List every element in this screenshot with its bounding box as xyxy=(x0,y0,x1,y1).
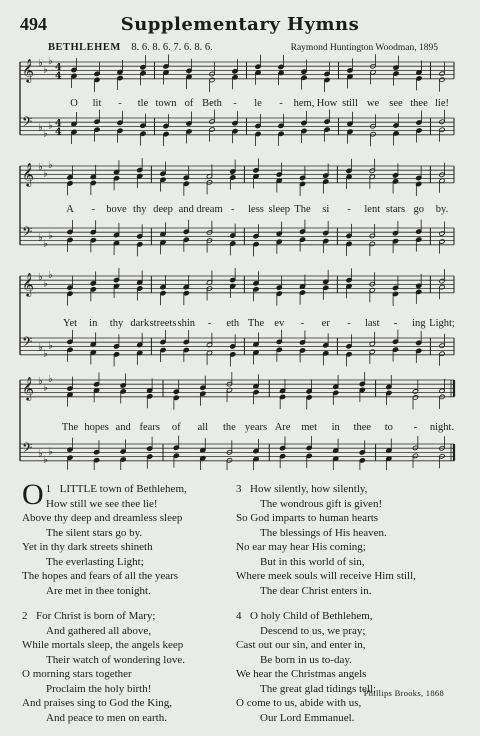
lyric-syllable: - xyxy=(413,422,418,433)
verse-line xyxy=(236,511,466,526)
verse-text: Above thy deep and dreamless sleep xyxy=(22,512,183,524)
lyric-syllable: by. xyxy=(435,204,449,215)
verse-line xyxy=(236,624,466,639)
lyric-syllable: of xyxy=(171,422,181,433)
tune-meter: 8. 6. 8. 6. 7. 6. 8. 6. xyxy=(131,42,213,53)
lyric-syllable: ev xyxy=(274,318,285,329)
lyric-syllable: A xyxy=(66,204,74,215)
lyric-syllable: in xyxy=(331,422,340,433)
verse-text: O holy Child of Bethlehem, xyxy=(250,610,373,622)
lyric-syllable: and xyxy=(115,422,131,433)
flat-sign: ♭ xyxy=(43,278,48,290)
verse-line xyxy=(22,638,232,653)
lyric-syllable: stars xyxy=(385,204,406,215)
verse-line xyxy=(22,653,232,668)
verse-line xyxy=(22,711,232,726)
flat-sign: ♭ xyxy=(38,448,43,460)
flat-sign: ♭ xyxy=(38,272,43,283)
verse-line xyxy=(236,497,466,512)
verse-text: How silently, how silently, xyxy=(250,483,368,495)
lyric-syllable: to xyxy=(384,422,393,433)
verse-stanza xyxy=(236,609,466,725)
verse-line xyxy=(22,696,232,711)
lyric-syllable: tle xyxy=(137,98,149,109)
verse-text: Yet in thy dark streets shineth xyxy=(22,541,153,553)
verse-text: Proclaim the holy birth! xyxy=(46,682,152,695)
lyric-syllable: go xyxy=(413,204,424,215)
lyric-syllable: dark xyxy=(130,318,150,329)
treble-clef: 𝄞 xyxy=(22,162,34,186)
lyric-syllable: thy xyxy=(133,204,147,215)
verse-line xyxy=(236,638,466,653)
bass-clef: 𝄢 xyxy=(22,440,33,459)
verse-line xyxy=(236,540,466,555)
verse-line xyxy=(236,696,466,711)
verse-text: How still we see thee lie! xyxy=(46,497,158,510)
lyric-syllable: Beth xyxy=(202,98,222,109)
lyric-syllable: night. xyxy=(429,422,455,433)
flat-sign: ♭ xyxy=(38,122,43,134)
lyric-syllable: - xyxy=(118,98,122,109)
lyric-syllable: - xyxy=(231,204,235,215)
verse-text: The wondrous gift is given! xyxy=(260,497,383,510)
lyric-syllable: we xyxy=(366,98,380,109)
lyric-syllable: hem, xyxy=(293,98,315,109)
lyric-syllable: - xyxy=(279,98,283,109)
lyric-syllable: How xyxy=(316,98,338,109)
lyric-syllable: last xyxy=(364,318,380,329)
lyric-syllable: sleep xyxy=(268,204,291,215)
drop-capital: O xyxy=(22,478,44,511)
flat-sign: ♭ xyxy=(43,454,48,466)
verse-text: We hear the Christmas angels xyxy=(236,668,367,680)
verse-text: The everlasting Light; xyxy=(46,555,144,568)
verse-text: Where meek souls will receive Him still, xyxy=(236,570,416,582)
verse-number: 2 xyxy=(22,610,28,622)
lyric-syllable: lent xyxy=(364,204,381,215)
verse-line xyxy=(22,682,232,697)
verse-line xyxy=(236,584,466,599)
verse-line xyxy=(236,555,466,570)
lyric-syllable: town xyxy=(155,98,177,109)
flat-sign: ♭ xyxy=(38,58,43,69)
verse-text: No ear may hear His coming; xyxy=(236,541,366,553)
lyric-syllable: le xyxy=(254,98,262,109)
verse-line xyxy=(22,497,232,512)
lyric-syllable: er xyxy=(321,318,330,329)
verse-stanza xyxy=(236,482,466,598)
verse-text: For Christ is born of Mary; xyxy=(36,610,156,622)
verse-line xyxy=(236,569,466,584)
lyric-syllable: dream xyxy=(196,204,223,215)
lyric-syllable: The xyxy=(61,422,79,433)
lyric-syllable: fears xyxy=(139,422,160,433)
verse-text: LITTLE town of Bethlehem, xyxy=(59,483,187,495)
verse-line xyxy=(22,609,232,624)
lyric-syllable: bove xyxy=(106,204,127,215)
time-signature-top: 4 xyxy=(55,62,62,73)
verse-line xyxy=(22,511,232,526)
verse-text: Their watch of wondering love. xyxy=(46,653,185,666)
flat-sign: ♭ xyxy=(43,382,48,394)
verse-line xyxy=(22,667,232,682)
verse-text: And praises sing to God the King, xyxy=(22,697,173,709)
lyric-syllable: eth xyxy=(226,318,240,329)
treble-clef: 𝄞 xyxy=(22,58,34,82)
verse-text: Be born in us to-day. xyxy=(260,653,352,666)
lyric-syllable: years xyxy=(244,422,268,433)
flat-sign: ♭ xyxy=(38,162,43,173)
lyric-syllable: lie! xyxy=(435,98,449,109)
verse-text: Descend to us, we pray; xyxy=(260,624,366,637)
lyric-syllable: the xyxy=(223,422,236,433)
flat-sign: ♭ xyxy=(43,238,48,250)
flat-sign: ♭ xyxy=(38,376,43,387)
flat-sign: ♭ xyxy=(48,159,53,171)
verse-text: But in this world of sin, xyxy=(260,555,365,568)
lyric-syllable: The xyxy=(294,204,311,215)
verse-line xyxy=(236,482,466,497)
verse-text: And peace to men on earth. xyxy=(46,711,167,724)
lyric-syllable: - xyxy=(207,318,212,329)
lyric-syllable: of xyxy=(184,98,194,109)
flat-sign: ♭ xyxy=(38,232,43,244)
treble-clef: 𝄞 xyxy=(22,272,34,296)
bass-clef: 𝄢 xyxy=(22,334,33,353)
verse-stanza xyxy=(22,478,232,598)
flat-sign: ♭ xyxy=(48,446,53,458)
lyric-syllable: - xyxy=(233,98,237,109)
lyric-syllable: O xyxy=(70,98,78,109)
verse-text: Are met in thee tonight. xyxy=(46,584,151,597)
verse-text: The dear Christ enters in. xyxy=(260,584,372,597)
verse-text: Cast out our sin, and enter in, xyxy=(236,639,366,651)
flat-sign: ♭ xyxy=(38,342,43,354)
flat-sign: ♭ xyxy=(48,120,53,132)
verse-line xyxy=(22,526,232,541)
verse-line xyxy=(236,711,466,726)
flat-sign: ♭ xyxy=(48,373,53,385)
verse-line xyxy=(22,584,232,599)
running-head: Supplementary Hymns xyxy=(120,14,360,35)
verse-line xyxy=(22,540,232,555)
verse-text: The blessings of His heaven. xyxy=(260,526,387,539)
lyric-syllable: lit xyxy=(92,98,102,109)
lyric-syllable: see xyxy=(389,98,403,109)
lyric-syllable: thee xyxy=(410,98,428,109)
flat-sign: ♭ xyxy=(43,64,48,76)
verse-text: The silent stars go by. xyxy=(46,526,143,539)
verse-text: So God imparts to human hearts xyxy=(236,512,379,524)
lyric-syllable: ing xyxy=(412,318,426,329)
time-signature-top: 4 xyxy=(55,118,62,129)
verse-number: 1 xyxy=(45,483,52,495)
verse-text: While mortals sleep, the angels keep xyxy=(22,639,184,651)
lyric-syllable: thy xyxy=(109,318,124,329)
lyric-syllable: Are xyxy=(274,422,291,433)
verse-text: The hopes and fears of all the years xyxy=(22,570,179,582)
verse-line xyxy=(236,609,466,624)
lyric-syllable: still xyxy=(342,98,358,109)
lyric-syllable: Light; xyxy=(429,318,455,329)
lyric-syllable: shin xyxy=(177,318,196,329)
composer-credit: Raymond Huntington Woodman, 1895 xyxy=(290,43,438,53)
verse-line xyxy=(236,653,466,668)
lyric-syllable: hopes xyxy=(84,422,109,433)
verse-text: Our Lord Emmanuel. xyxy=(260,711,355,724)
verse-line xyxy=(236,667,466,682)
verse-number: 3 xyxy=(236,483,242,495)
flat-sign: ♭ xyxy=(48,55,53,67)
lyric-syllable: deep xyxy=(153,204,173,215)
flat-sign: ♭ xyxy=(43,168,48,180)
bass-clef: 𝄢 xyxy=(22,224,33,243)
bass-clef: 𝄢 xyxy=(22,114,33,133)
verse-stanza xyxy=(22,609,232,725)
lyric-syllable: - xyxy=(300,318,305,329)
tune-name: BETHLEHEM xyxy=(48,42,121,53)
verse-number: 4 xyxy=(236,610,242,622)
lyric-syllable: - xyxy=(91,204,95,215)
flat-sign: ♭ xyxy=(48,340,53,352)
time-signature-bottom: 4 xyxy=(55,70,62,82)
lyric-syllable: streets xyxy=(149,318,177,329)
author-credit: Phillips Brooks, 1868 xyxy=(363,688,444,698)
lyric-syllable: thee xyxy=(353,422,372,433)
flat-sign: ♭ xyxy=(43,128,48,140)
verse-text: O come to us, abide with us, xyxy=(236,697,362,709)
flat-sign: ♭ xyxy=(43,348,48,360)
page-number: 494 xyxy=(20,14,47,34)
lyric-syllable: in xyxy=(89,318,98,329)
treble-clef: 𝄞 xyxy=(22,376,34,400)
verse-text: O morning stars together xyxy=(22,668,132,680)
lyric-syllable: The xyxy=(247,318,265,329)
flat-sign: ♭ xyxy=(48,230,53,242)
time-signature-bottom: 4 xyxy=(55,126,62,138)
verse-text: The great glad tidings tell; xyxy=(260,682,377,695)
lyric-syllable: - xyxy=(347,204,351,215)
lyric-syllable: Yet xyxy=(62,318,78,329)
lyric-syllable: - xyxy=(393,318,398,329)
lyric-syllable: met xyxy=(301,422,318,433)
lyric-syllable: less xyxy=(248,204,264,215)
verse-line xyxy=(22,555,232,570)
lyric-syllable: all xyxy=(197,422,209,433)
verse-line xyxy=(22,624,232,639)
verses-left-column xyxy=(22,478,232,736)
lyric-syllable: si xyxy=(322,204,330,215)
lyric-syllable: and xyxy=(178,204,194,215)
verse-line xyxy=(22,569,232,584)
lyric-syllable: - xyxy=(347,318,351,329)
verse-text: And gathered all above, xyxy=(46,624,152,637)
verse-line xyxy=(236,526,466,541)
flat-sign: ♭ xyxy=(48,269,53,281)
